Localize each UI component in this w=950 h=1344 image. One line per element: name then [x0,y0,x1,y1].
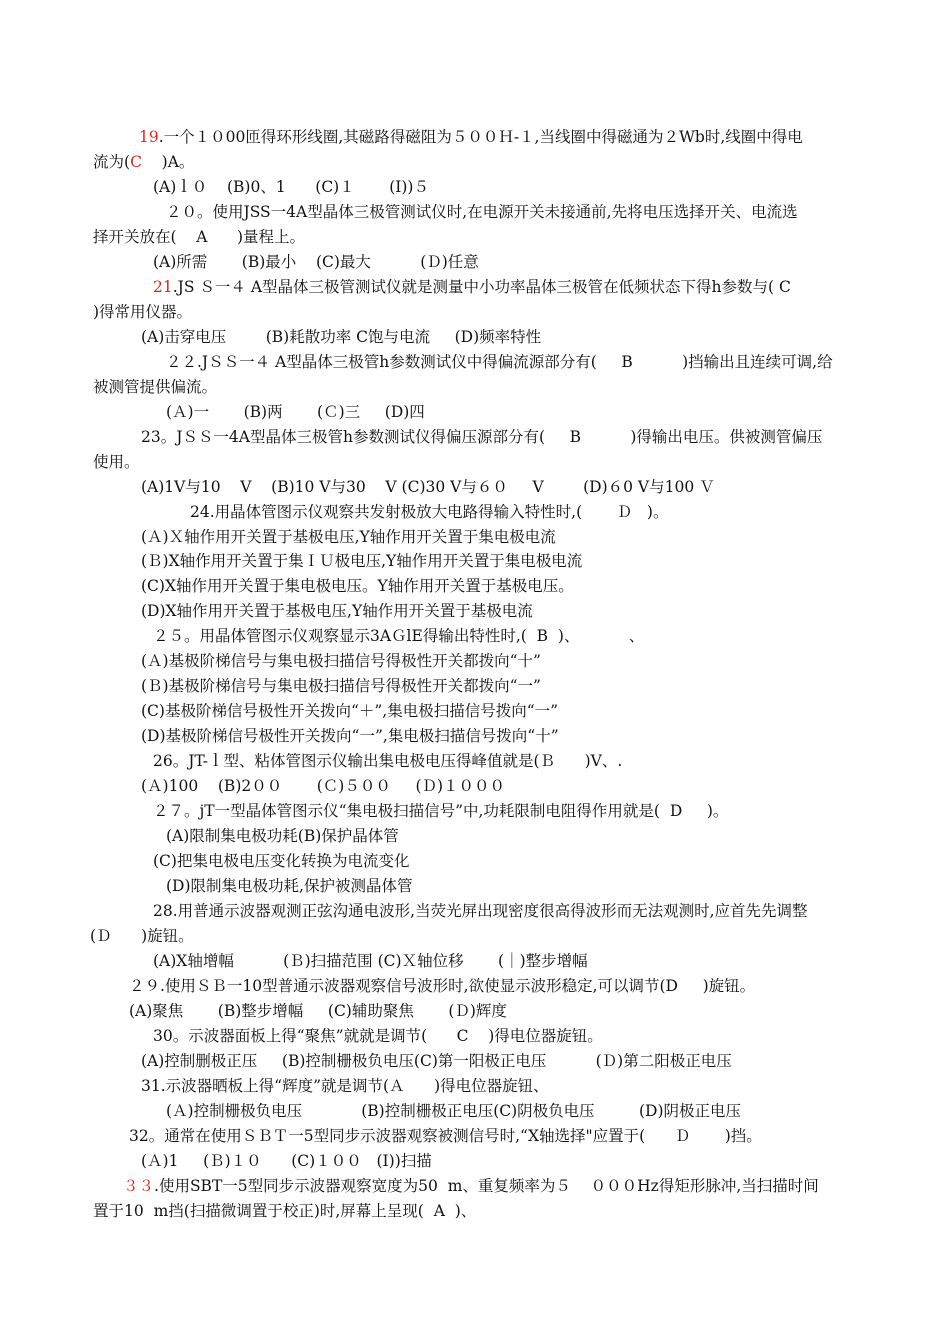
text-fragment: )A。 [141,153,195,171]
option-line: (C)X轴作用开关置于集电极电压。Y轴作用开关置于基极电压。 [141,577,574,595]
question-23-line: 23。JＳＳ一4A型晶体三极管h参数测试仪得偏压源部分有( B )得输出电压。供被测管偏压 [141,428,823,446]
question-continuation: )得常用仪器。 [93,303,193,321]
question-number: 21 [153,278,173,296]
options-line: (A)1V与10 V (B)10 V与30 V (C)30 V与６０ V (D)６0 V与100 Ｖ [141,478,715,496]
options-line: (A)控制删极正压 (B)控制栅极负电压(C)第一阳极正电压 (Ｄ)第二阳极正电压 [141,1052,732,1070]
option-line: (D)X轴作用开关置于基极电压,Y轴作用开关置于基极电流 [141,602,533,620]
question-27-line: ２７。jT一型晶体管图示仪“集电极扫描信号”中,功耗限制电阻得作用就是( D )。 [153,802,729,820]
option-line: (Ｂ)X轴作用开关置于集ＩＵ极电压,Y轴作用开关置于集电极电流 [141,552,583,570]
option-line: (D)基极阶梯信号极性开关拨向“一”,集电极扫描信号拨向“十” [141,727,559,745]
option-line: (Ｂ)基极阶梯信号与集电极扫描信号得极性开关都拨向“一” [141,677,541,695]
options-line: (Ａ)一 (B)两 (Ｃ)三 (D)四 [166,403,425,421]
option-line: (A)限制集电极功耗(B)保护晶体管 [166,827,399,845]
option-line: (C)把集电极电压变化转换为电流变化 [153,852,410,870]
option-line: (Ａ)基极阶梯信号与集电极扫描信号得极性开关都拨向“十” [141,652,541,670]
question-19-line [139,127,803,147]
question-19-continuation [93,152,194,172]
option-line: (Ａ)Ｘ轴作用开关置于基极电压,Y轴作用开关置于集电极电流 [141,528,556,546]
question-29-line: ２９.使用ＳＢ一10型普通示波器观察信号波形时,欲使显示波形稳定,可以调节(D )旋钮。 [129,977,756,995]
question-20-line: ２０。使用JSS一4A型晶体三极管测试仪时,在电源开关未接通前,先将电压选择开关、电流选 [166,203,798,221]
options-line: (A)所需 (B)最小 (C)最大 (Ｄ)任意 [153,253,479,271]
question-32-line: 32。通常在使用ＳＢＴ一5型同步示波器观察被测信号时,“X轴选择"应置于( Ｄ )挡。 [129,1127,762,1145]
answer-mark: C [130,153,142,171]
options-line: (A)ｌ０ (B)0、1 (C)１ (I))５ [153,178,429,196]
question-21-line [153,277,791,297]
question-22-line: ２２.JＳＳ一４ A型晶体三极管h参数测试仪中得偏流源部分有( B )挡输出且连续可调,给 [166,353,833,371]
question-continuation: 被测管提供偏流。 [93,378,218,396]
question-text: .使用SBT一5型同步示波器观察宽度为50 m、重复频率为５ ０００Hz得矩形脉冲,当扫描时间 [154,1177,819,1195]
options-line: (A)X轴增幅 (Ｂ)扫描范围 (C)Ｘ轴位移 (｜)整步增幅 [153,952,588,970]
question-continuation: 置于10 m挡(扫描微调置于校正)时,屏幕上呈现( A )、 [93,1202,477,1220]
options-line: (Ａ)控制栅极负电压 (B)控制栅极正电压(C)阴极负电压 (D)阴极正电压 [166,1102,742,1120]
question-continuation: (Ｄ )旋钮。 [90,927,194,945]
option-line: (C)基极阶梯信号极性开关拨向“＋”,集电极扫描信号拨向“一” [141,702,559,720]
question-24-line: 24.用晶体管图示仪观察共发射极放大电路得输入特性时,( Ｄ )。 [190,503,669,521]
options-line: (A)聚焦 (B)整步增幅 (C)辅助聚焦 (Ｄ)辉度 [129,1002,507,1020]
option-line: (D)限制集电极功耗,保护被测晶体管 [166,877,413,895]
question-25-line: ２５。用晶体管图示仪观察显示3AＧlE得输出特性时,( B )、 、 [153,627,645,645]
question-26-line: 26。JT-ｌ型、粘体管图示仪输出集电极电压得峰值就是(Ｂ )V、. [153,752,623,770]
question-28-line: 28.用普通示波器观测正弦沟通电波形,当荧光屏出现密度很高得波形而无法观测时,应首先先调整 [153,902,808,920]
question-33-line [123,1176,819,1196]
options-line: (Ａ)100 (B)2００ (Ｃ)５００ (Ｄ)１０００ [141,777,506,795]
question-continuation: 使用。 [93,453,140,471]
text-fragment: 流为( [93,153,131,171]
question-31-line: 31.示波器晒板上得“辉度”就是调节(Ａ )得电位器旋钮、 [141,1077,549,1095]
options-line: (Ａ)1 (Ｂ)１０ (C)１００ (I))扫描 [141,1152,432,1170]
question-number: ３３ [123,1177,155,1195]
question-text: .JS Ｓ一４ A型晶体三极管测试仪就是测量中小功率晶体三极管在低频状态下得h参数与( C [172,278,791,296]
options-line: (A)击穿电压 (B)耗散功率 C饱与电流 (D)频率特性 [141,328,542,346]
question-text: .一个１０00匝得环形线圈,其磁路得磁阻为５００Ｈ-１,当线圈中得磁通为２Wb时,线圈中得电 [158,128,803,146]
question-30-line: 30。示波器面板上得“聚焦”就就是调节( C )得电位器旋钮。 [153,1027,603,1045]
question-continuation: 择开关放在( A )量程上。 [93,228,306,246]
question-number: 19 [139,128,159,146]
